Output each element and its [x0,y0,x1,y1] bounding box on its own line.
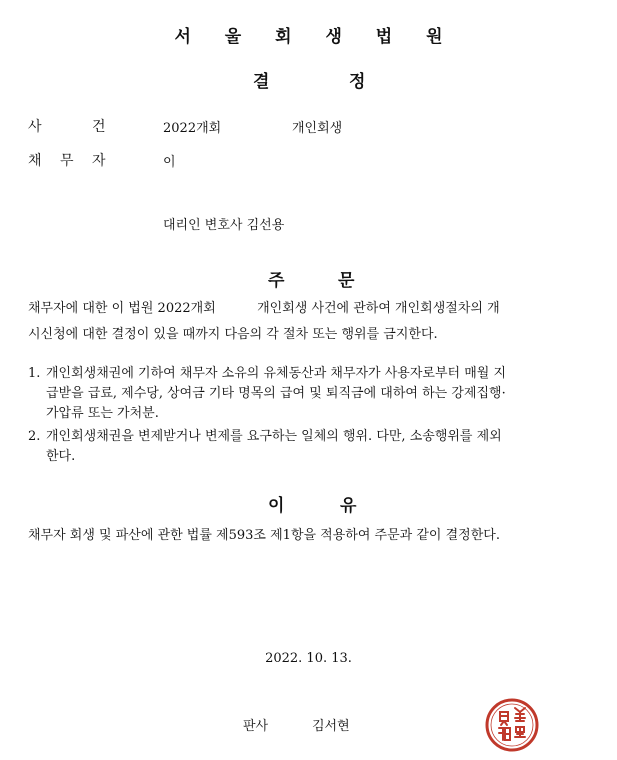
debtor-label-char-1: 채 [28,153,42,169]
order-list [28,364,588,470]
debtor-representative: 대리인 변호사 김선용 [163,218,285,233]
case-type: 개인회생 [292,121,343,136]
decision-date: 2022. 10. 13. [265,651,352,666]
order-item-number: 2. [28,429,41,444]
order-item-1 [28,364,588,424]
doc-type-right: 정 [349,72,366,92]
order-intro-line-2: 시신청에 대한 결정이 있을 때까지 다음의 각 절차 또는 행위를 금지한다. [28,327,438,342]
order-item-line: 한다. [46,449,76,464]
doc-type-left: 결 [253,72,270,92]
case-label-char-2: 건 [92,119,106,135]
case-number: 2022개회 [163,121,222,136]
order-item-line: 가압류 또는 가처분. [46,406,159,421]
seal-ring [487,700,537,750]
order-intro [28,296,593,348]
reason-text: 채무자 회생 및 파산에 관한 법률 제593조 제1항을 적용하여 주문과 같이 결정한다. [28,528,500,543]
case-label-char-1: 사 [28,119,42,135]
order-heading-left: 주 [268,271,285,291]
order-item-line: 개인회생채권을 변제받거나 변제를 요구하는 일체의 행위. 다만, 소송행위를 제외 [46,429,502,444]
order-item-line: 급받을 급료, 제수당, 상여금 기타 명목의 급여 및 퇴직금에 대하여 하는 강제집행· [46,386,506,401]
order-item-2 [28,427,588,467]
seal-inner-ring [491,704,533,746]
order-heading-right: 문 [338,271,355,291]
debtor-name: 이 [163,155,176,170]
debtor-label-char-3: 자 [92,153,106,169]
order-intro-line-1: 채무자에 대한 이 법원 2022개회 개인회생 사건에 관하여 개인회생절차의 개 [28,301,500,316]
seal-glyphs [499,708,525,740]
reason-heading-right: 유 [340,496,357,516]
debtor-label-char-2: 무 [60,153,74,169]
court-name: 서 울 회 생 법 원 [174,27,457,47]
judge-name: 김서현 [312,719,350,734]
order-item-number: 1. [28,366,41,381]
order-item-line: 개인회생채권에 기하여 채무자 소유의 유체동산과 채무자가 사용자로부터 매월 지 [46,366,507,381]
reason-heading-left: 이 [268,496,285,516]
judge-title: 판사 [243,719,269,734]
judge-seal-stamp [484,697,540,753]
